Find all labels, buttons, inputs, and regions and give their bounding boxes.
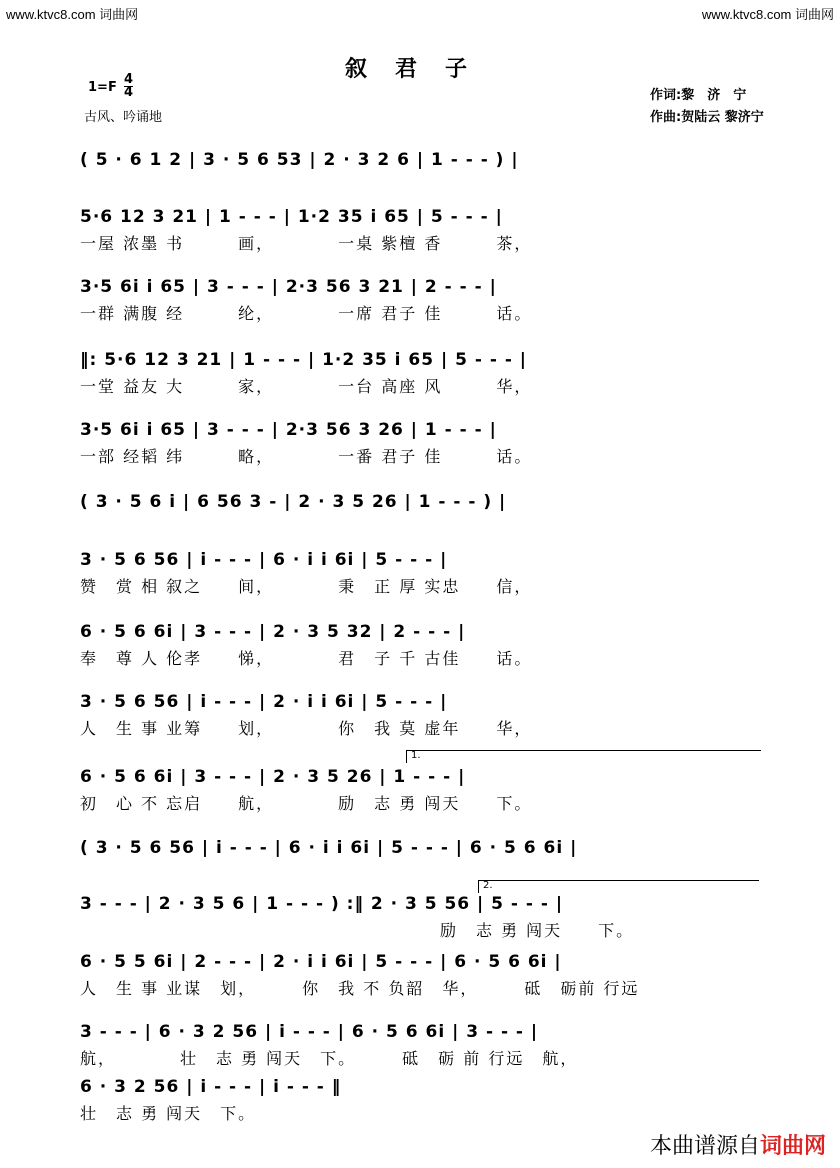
notation-line-3: 3·5 6i i 65 | 3 - - - | 2·3 56 3 21 | 2 - - - | <box>80 277 497 297</box>
lyrics-line-12: 励 志 勇 闯天 下。 <box>80 921 635 940</box>
lyrics-line-5: 一部 经韬 纬 略， 一番 君子 佳 话。 <box>80 447 533 466</box>
lyrics-line-13: 人 生 事 业谋 划， 你 我 不 负韶 华， 砥 砺前 行远 <box>80 979 640 998</box>
time-signature-bottom: 4 <box>124 85 134 100</box>
source-logo-brand: 词曲网 <box>759 1134 826 1159</box>
source-logo-text: 本曲谱源自 <box>649 1134 760 1159</box>
style-marking: 古风、吟诵地 <box>84 110 163 125</box>
lyrics-line-3: 一群 满腹 经 纶， 一席 君子 佳 话。 <box>80 304 533 323</box>
notation-line-10: 6 · 5 6 6i | 3 - - - | 2 · 3 5 26 | 1 - - - | <box>80 767 466 787</box>
lyricist-credit: 作词:黎 济 宁 <box>650 88 747 103</box>
time-signature-top: 4 <box>124 72 134 87</box>
lyrics-line-2: 一屋 浓墨 书 画， 一桌 紫檀 香 茶， <box>80 234 533 253</box>
volta-2-label: 2. <box>483 880 493 891</box>
notation-line-9: 3 · 5 6 56 | i - - - | 2 · i i 6i | 5 - - - | <box>80 692 448 712</box>
notation-line-5: 3·5 6i i 65 | 3 - - - | 2·3 56 3 26 | 1 - - - | <box>80 420 497 440</box>
lyrics-line-14: 航， 壮 志 勇 闯天 下。 砥 砺 前 行远 航， <box>80 1049 579 1068</box>
notation-line-15: 6 · 3 2 56 | i - - - | i - - - ‖ <box>80 1077 342 1097</box>
volta-2-bracket <box>478 880 759 893</box>
notation-line-2: 5·6 12 3 21 | 1 - - - | 1·2 35 i 65 | 5 - - - | <box>80 207 503 227</box>
lyrics-line-10: 初 心 不 忘启 航， 励 志 勇 闯天 下。 <box>80 794 533 813</box>
watermark-right: www.ktvc8.com 词曲网 <box>701 7 834 22</box>
lyrics-line-4: 一堂 益友 大 家， 一台 高座 风 华， <box>80 377 533 396</box>
time-signature <box>124 74 133 99</box>
notation-line-7: 3 · 5 6 56 | i - - - | 6 · i i 6i | 5 - - - | <box>80 550 448 570</box>
source-logo <box>650 1129 826 1160</box>
volta-1-bracket <box>406 750 761 763</box>
watermark-left: www.ktvc8.com 词曲网 <box>6 7 139 22</box>
notation-line-8: 6 · 5 6 6i | 3 - - - | 2 · 3 5 32 | 2 - - - | <box>80 622 466 642</box>
composer-credit: 作曲:贺陆云 黎济宁 <box>650 110 764 125</box>
lyrics-line-15: 壮 志 勇 闯天 下。 <box>80 1104 257 1123</box>
volta-1-label: 1. <box>411 750 421 761</box>
notation-line-12: 3 - - - | 2 · 3 5 6 | 1 - - - ) :‖ 2 · 3 5 56 | 5 - - - | <box>80 894 564 914</box>
notation-line-13: 6 · 5 5 6i | 2 - - - | 2 · i i 6i | 5 - - - | 6 · 5 6 6i | <box>80 952 562 972</box>
lyrics-line-9: 人 生 事 业筹 划， 你 我 莫 虚年 华， <box>80 719 533 738</box>
notation-line-1: ( 5 · 6 1 2 | 3 · 5 6 53 | 2 · 3 2 6 | 1 - - - ) | <box>80 150 519 170</box>
notation-line-4: ‖: 5·6 12 3 21 | 1 - - - | 1·2 35 i 65 | 5 - - - | <box>80 350 528 370</box>
notation-line-11: ( 3 · 5 6 56 | i - - - | 6 · i i 6i | 5 - - - | 6 · 5 6 6i | <box>80 838 578 858</box>
notation-line-6: ( 3 · 5 6 i | 6 56 3 - | 2 · 3 5 26 | 1 - - - ) | <box>80 492 507 512</box>
song-title: 叙君子 <box>344 56 495 82</box>
lyrics-line-8: 奉 尊 人 伦孝 悌， 君 子 千 古佳 话。 <box>80 649 533 668</box>
notation-line-14: 3 - - - | 6 · 3 2 56 | i - - - | 6 · 5 6 6i | 3 - - - | <box>80 1022 539 1042</box>
lyrics-line-7: 赞 赏 相 叙之 间， 秉 正 厚 实忠 信， <box>80 577 533 596</box>
key-signature: 1=F <box>88 80 117 95</box>
